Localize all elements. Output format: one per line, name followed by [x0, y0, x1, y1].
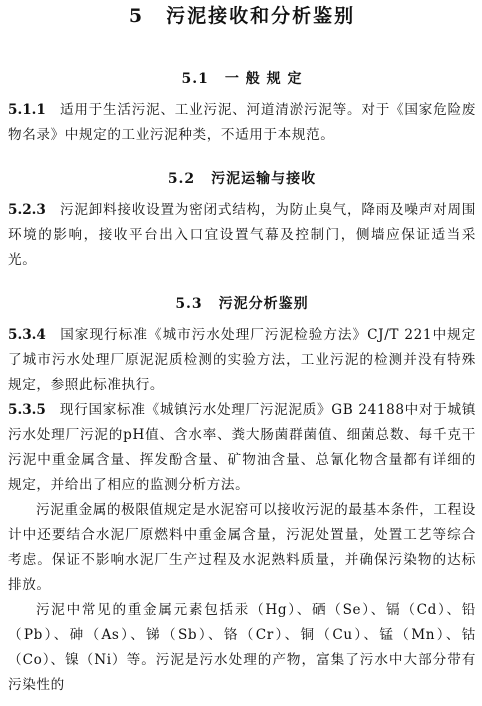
clause-paragraph — [8, 323, 476, 398]
clause-number: 5.1.1 — [8, 102, 46, 118]
body-paragraph — [8, 598, 476, 698]
chapter-title: 污泥接收和分析鉴别 — [166, 5, 356, 27]
section-number: 5.2 — [167, 171, 196, 187]
clause-number: 5.3.5 — [8, 402, 46, 418]
chapter-number: 5 — [128, 5, 145, 27]
section-heading-5-3 — [8, 293, 476, 313]
clause-text: 国家现行标准《城市污水处理厂污泥检验方法》CJ/T 221中规定了城市污水处理厂原泥泥质检测的实验方法，工业污泥的检测并没有特殊规定，参照此标准执行。 — [8, 327, 476, 393]
chapter-heading — [8, 0, 476, 36]
body-paragraph — [8, 498, 476, 598]
section-title: 污泥分析鉴别 — [218, 296, 309, 312]
section-heading-5-2 — [8, 168, 476, 188]
clause-text: 污泥卸料接收设置为密闭式结构，为防止臭气，降雨及噪声对周围环境的影响，接收平台出入口宜设置气幕及控制门，侧墙应保证适当采光。 — [8, 202, 476, 268]
section-title: 污泥运输与接收 — [211, 171, 317, 187]
clause-text: 现行国家标准《城镇污水处理厂污泥泥质》GB 24188中对于城镇污水处理厂污泥的pH值、含水率、粪大肠菌群菌值、细菌总数、每千克干污泥中重金属含量、挥发酚含量、矿物油含量、总氰化物含量都有详细的规定，并给出了相应的监测分析方法。 — [8, 402, 476, 493]
section-number: 5.3 — [175, 296, 203, 312]
clause-number: 5.3.4 — [8, 327, 46, 343]
section-heading-5-1 — [8, 68, 476, 88]
section-title: 一 般 规 定 — [224, 71, 303, 87]
clause-text: 适用于生活污泥、工业污泥、河道清淤污泥等。对于《国家危险废物名录》中规定的工业污泥种类，不适用于本规范。 — [8, 102, 476, 143]
paragraph-text: 污泥重金属的极限值规定是水泥窑可以接收污泥的最基本条件，工程设计中还要结合水泥厂原燃料中重金属含量，污泥处置量，处置工艺等综合考虑。保证不影响水泥厂生产过程及水泥熟料质量，并确保污染物的达标排放。 — [8, 502, 477, 593]
clause-paragraph — [8, 398, 476, 498]
paragraph-text: 污泥中常见的重金属元素包括汞（Hg）、硒（Se）、镉（Cd）、铅（Pb）、砷（As）、锑（Sb）、铬（Cr）、铜（Cu）、锰（Mn）、钴（Co）、镍（Ni）等。污泥是污水处理的产物，富集了污水中大部分带有污染性的 — [8, 602, 476, 693]
clause-number: 5.2.3 — [8, 202, 46, 218]
clause-paragraph — [8, 98, 476, 148]
clause-paragraph — [8, 198, 476, 273]
section-number: 5.1 — [181, 71, 209, 87]
